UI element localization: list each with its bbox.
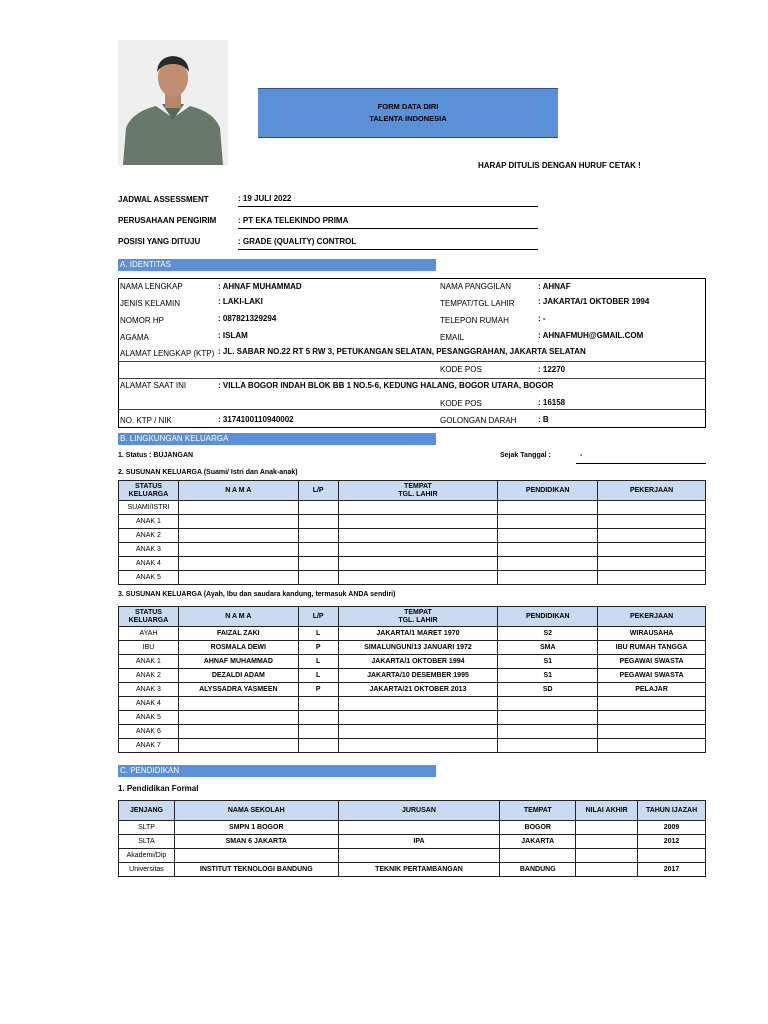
email-label: EMAIL bbox=[440, 333, 465, 342]
tahun-cell[interactable] bbox=[638, 849, 706, 863]
ttl-cell[interactable]: SIMALUNGUN/13 JANUARI 1972 bbox=[338, 641, 498, 655]
goldar-value[interactable]: : B bbox=[538, 415, 549, 424]
lp-cell[interactable] bbox=[298, 725, 338, 739]
susunan-keluarga-2-title: 3. SUSUNAN KELUARGA (Ayah, Ibu dan saudara kandung, termasuk ANDA sendiri) bbox=[118, 591, 396, 598]
table-row bbox=[119, 627, 706, 641]
tempat-cell[interactable]: JAKARTA bbox=[500, 835, 576, 849]
identitas-divider-3 bbox=[118, 408, 706, 410]
pendidikan-formal-title: 1. Pendidikan Formal bbox=[118, 784, 199, 793]
col-pendidikan: PENDIDIKAN bbox=[498, 607, 598, 627]
lp-cell[interactable] bbox=[298, 543, 338, 557]
tempat-cell[interactable] bbox=[500, 849, 576, 863]
nama-lengkap-label: NAMA LENGKAP bbox=[120, 282, 183, 291]
kode-pos-ini-value[interactable]: : 16158 bbox=[538, 398, 566, 407]
identitas-divider-1 bbox=[118, 360, 706, 362]
nama-cell[interactable]: ALYSSADRA YASMEEN bbox=[178, 683, 298, 697]
nama-cell[interactable] bbox=[178, 725, 298, 739]
table-row bbox=[119, 849, 706, 863]
form-subtitle: TALENTA INDONESIA bbox=[369, 114, 447, 123]
pekerjaan-cell[interactable]: PEGAWAI SWASTA bbox=[598, 655, 706, 669]
jadwal-label: JADWAL ASSESSMENT bbox=[118, 195, 209, 204]
pendidikan-cell[interactable] bbox=[498, 571, 598, 585]
table-row bbox=[119, 501, 706, 515]
status-cell: ANAK 4 bbox=[119, 557, 179, 571]
lp-cell[interactable] bbox=[298, 711, 338, 725]
lp-cell[interactable]: P bbox=[298, 641, 338, 655]
status-cell: ANAK 5 bbox=[119, 571, 179, 585]
email-value[interactable]: : AHNAFMUH@GMAIL.COM bbox=[538, 331, 644, 340]
ttl-value[interactable]: : JAKARTA/1 OKTOBER 1994 bbox=[538, 297, 650, 306]
nomor-hp-value[interactable]: : 087821329294 bbox=[218, 314, 277, 323]
kode-pos-ktp-label: KODE POS bbox=[440, 365, 482, 374]
pendidikan-cell[interactable] bbox=[498, 515, 598, 529]
form-title: FORM DATA DIRI bbox=[377, 102, 439, 111]
status-cell: ANAK 6 bbox=[119, 725, 179, 739]
lp-cell[interactable] bbox=[298, 697, 338, 711]
nomor-hp-label: NOMOR HP bbox=[120, 316, 164, 325]
perusahaan-value[interactable]: : PT EKA TELEKINDO PRIMA bbox=[238, 216, 349, 225]
sejak-tanggal-value[interactable]: - bbox=[580, 452, 583, 459]
pekerjaan-cell[interactable]: PEGAWAI SWASTA bbox=[598, 669, 706, 683]
table-row bbox=[119, 739, 706, 753]
pendidikan-cell[interactable]: SMA bbox=[498, 641, 598, 655]
posisi-underline bbox=[238, 248, 538, 250]
profile-photo bbox=[118, 40, 228, 165]
tempat-cell[interactable]: BANDUNG bbox=[500, 863, 576, 877]
table-row bbox=[119, 863, 706, 877]
education-table bbox=[118, 800, 706, 877]
ttl-cell[interactable] bbox=[338, 515, 498, 529]
jadwal-underline bbox=[238, 205, 538, 207]
col-jenjang: JENJANG bbox=[119, 801, 175, 821]
pekerjaan-cell[interactable]: PELAJAR bbox=[598, 683, 706, 697]
table-row bbox=[119, 571, 706, 585]
pekerjaan-cell[interactable] bbox=[598, 529, 706, 543]
table-row bbox=[119, 725, 706, 739]
ttl-cell[interactable] bbox=[338, 725, 498, 739]
jenjang-cell: Akademi/Dip bbox=[119, 849, 175, 863]
sekolah-cell[interactable]: SMAN 6 JAKARTA bbox=[174, 835, 338, 849]
nama-cell[interactable]: ROSMALA DEWI bbox=[178, 641, 298, 655]
pendidikan-cell[interactable]: SD bbox=[498, 683, 598, 697]
panggilan-value[interactable]: : AHNAF bbox=[538, 282, 571, 291]
pekerjaan-cell[interactable] bbox=[598, 739, 706, 753]
nama-cell[interactable] bbox=[178, 571, 298, 585]
kode-pos-ini-label: KODE POS bbox=[440, 399, 482, 408]
lp-cell[interactable] bbox=[298, 515, 338, 529]
status-cell: ANAK 1 bbox=[119, 655, 179, 669]
agama-label: AGAMA bbox=[120, 333, 149, 342]
print-notice: HARAP DITULIS DENGAN HURUF CETAK ! bbox=[478, 161, 641, 170]
kode-pos-ktp-value[interactable]: : 12270 bbox=[538, 365, 566, 374]
table-row bbox=[119, 529, 706, 543]
table-row bbox=[119, 835, 706, 849]
alamat-ini-value[interactable]: : VILLA BOGOR INDAH BLOK BB 1 NO.5-6, KEDUNG HALANG, BOGOR UTARA, BOGOR bbox=[218, 381, 554, 390]
pekerjaan-cell[interactable] bbox=[598, 725, 706, 739]
pekerjaan-cell[interactable]: IBU RUMAH TANGGA bbox=[598, 641, 706, 655]
jurusan-cell[interactable]: IPA bbox=[338, 835, 500, 849]
col-status: STATUS KELUARGA bbox=[119, 481, 179, 501]
pekerjaan-cell[interactable] bbox=[598, 515, 706, 529]
col-status: STATUS KELUARGA bbox=[119, 607, 179, 627]
lp-cell[interactable]: L bbox=[298, 627, 338, 641]
table-row bbox=[119, 669, 706, 683]
col-lp: L/P bbox=[298, 607, 338, 627]
nilai-cell[interactable] bbox=[576, 821, 638, 835]
pendidikan-cell[interactable] bbox=[498, 501, 598, 515]
sekolah-cell[interactable] bbox=[174, 849, 338, 863]
jadwal-value[interactable]: : 19 JULI 2022 bbox=[238, 194, 292, 203]
nama-lengkap-value[interactable]: : AHNAF MUHAMMAD bbox=[218, 282, 302, 291]
family-table-1 bbox=[118, 480, 706, 585]
nilai-cell[interactable] bbox=[576, 863, 638, 877]
ttl-cell[interactable] bbox=[338, 543, 498, 557]
lp-cell[interactable] bbox=[298, 529, 338, 543]
status-cell: ANAK 4 bbox=[119, 697, 179, 711]
telepon-value[interactable]: : - bbox=[538, 314, 546, 323]
sejak-tanggal-underline bbox=[576, 462, 706, 464]
nama-cell[interactable] bbox=[178, 557, 298, 571]
family-table-2 bbox=[118, 606, 706, 753]
col-tempat-lahir: TEMPAT TGL. LAHIR bbox=[338, 481, 498, 501]
pendidikan-cell[interactable] bbox=[498, 725, 598, 739]
table-row bbox=[119, 543, 706, 557]
table-row bbox=[119, 821, 706, 835]
pendidikan-cell[interactable]: S1 bbox=[498, 669, 598, 683]
col-nama: N A M A bbox=[178, 481, 298, 501]
section-identitas-header: A. IDENTITAS bbox=[118, 259, 436, 271]
nama-cell[interactable]: DEZALDI ADAM bbox=[178, 669, 298, 683]
goldar-label: GOLONGAN DARAH bbox=[440, 416, 517, 425]
pendidikan-cell[interactable]: S2 bbox=[498, 627, 598, 641]
jenjang-cell: SLTP bbox=[119, 821, 175, 835]
col-tahun-ijazah: TAHUN IJAZAH bbox=[638, 801, 706, 821]
section-pendidikan-header: C. PENDIDIKAN bbox=[118, 765, 436, 777]
sejak-tanggal-label: Sejak Tanggal : bbox=[500, 452, 551, 459]
col-jurusan: JURUSAN bbox=[338, 801, 500, 821]
jenjang-cell: Universitas bbox=[119, 863, 175, 877]
ttl-cell[interactable]: JAKARTA/1 OKTOBER 1994 bbox=[338, 655, 498, 669]
jenis-kelamin-value[interactable]: : LAKI-LAKI bbox=[218, 297, 263, 306]
nama-cell[interactable] bbox=[178, 711, 298, 725]
lp-cell[interactable] bbox=[298, 557, 338, 571]
jenis-kelamin-label: JENIS KELAMIN bbox=[120, 299, 181, 308]
tahun-cell[interactable]: 2017 bbox=[638, 863, 706, 877]
table-row bbox=[119, 655, 706, 669]
ttl-cell[interactable] bbox=[338, 557, 498, 571]
ttl-cell[interactable] bbox=[338, 571, 498, 585]
pekerjaan-cell[interactable] bbox=[598, 571, 706, 585]
ttl-cell[interactable] bbox=[338, 501, 498, 515]
alamat-ktp-label: ALAMAT LENGKAP (KTP) bbox=[120, 349, 215, 358]
status-cell: AYAH bbox=[119, 627, 179, 641]
nama-cell[interactable]: AHNAF MUHAMMAD bbox=[178, 655, 298, 669]
alamat-ktp-value[interactable]: : JL. SABAR NO.22 RT 5 RW 3, PETUKANGAN SELATAN, PESANGGRAHAN, JAKARTA SELATAN bbox=[218, 347, 586, 356]
identitas-divider-2 bbox=[118, 377, 706, 379]
lp-cell[interactable]: L bbox=[298, 655, 338, 669]
lp-cell[interactable]: P bbox=[298, 683, 338, 697]
table-row bbox=[119, 557, 706, 571]
col-nama: N A M A bbox=[178, 607, 298, 627]
col-pekerjaan: PEKERJAAN bbox=[598, 607, 706, 627]
pendidikan-cell[interactable] bbox=[498, 543, 598, 557]
status-cell: SUAMI/ISTRI bbox=[119, 501, 179, 515]
status-cell: ANAK 1 bbox=[119, 515, 179, 529]
lp-cell[interactable] bbox=[298, 739, 338, 753]
pendidikan-cell[interactable] bbox=[498, 711, 598, 725]
nama-cell[interactable] bbox=[178, 501, 298, 515]
pendidikan-cell[interactable] bbox=[498, 557, 598, 571]
status-label: 1. Status : BUJANGAN bbox=[118, 452, 194, 459]
pekerjaan-cell[interactable] bbox=[598, 697, 706, 711]
pendidikan-cell[interactable] bbox=[498, 739, 598, 753]
table-row bbox=[119, 683, 706, 697]
col-tempat: TEMPAT bbox=[500, 801, 576, 821]
lp-cell[interactable] bbox=[298, 571, 338, 585]
nama-cell[interactable] bbox=[178, 697, 298, 711]
status-cell: ANAK 5 bbox=[119, 711, 179, 725]
nilai-cell[interactable] bbox=[576, 835, 638, 849]
pekerjaan-cell[interactable] bbox=[598, 501, 706, 515]
ttl-cell[interactable] bbox=[338, 529, 498, 543]
lp-cell[interactable] bbox=[298, 501, 338, 515]
table-row bbox=[119, 641, 706, 655]
nama-cell[interactable] bbox=[178, 543, 298, 557]
alamat-ini-label: ALAMAT SAAT INI bbox=[120, 381, 187, 390]
status-cell: ANAK 2 bbox=[119, 529, 179, 543]
section-keluarga-header: B. LINGKUNGAN KELUARGA bbox=[118, 433, 436, 445]
nama-cell[interactable] bbox=[178, 529, 298, 543]
col-pekerjaan: PEKERJAAN bbox=[598, 481, 706, 501]
tempat-cell[interactable]: BOGOR bbox=[500, 821, 576, 835]
panggilan-label: NAMA PANGGILAN bbox=[440, 282, 511, 291]
ktp-label: NO. KTP / NIK bbox=[120, 416, 172, 425]
table-row bbox=[119, 515, 706, 529]
sekolah-cell[interactable]: INSTITUT TEKNOLOGI BANDUNG bbox=[174, 863, 338, 877]
susunan-keluarga-1-title: 2. SUSUNAN KELUARGA (Suami/ Istri dan Anak-anak) bbox=[118, 469, 298, 476]
pendidikan-cell[interactable] bbox=[498, 529, 598, 543]
ttl-cell[interactable]: JAKARTA/1 MARET 1970 bbox=[338, 627, 498, 641]
nilai-cell[interactable] bbox=[576, 849, 638, 863]
col-nilai-akhir: NILAI AKHIR bbox=[576, 801, 638, 821]
pekerjaan-cell[interactable] bbox=[598, 543, 706, 557]
jurusan-cell[interactable]: TEKNIK PERTAMBANGAN bbox=[338, 863, 500, 877]
status-cell: ANAK 7 bbox=[119, 739, 179, 753]
perusahaan-underline bbox=[238, 227, 538, 229]
ttl-cell[interactable] bbox=[338, 739, 498, 753]
ktp-value[interactable]: : 3174100110940002 bbox=[218, 415, 294, 424]
pekerjaan-cell[interactable] bbox=[598, 557, 706, 571]
col-pendidikan: PENDIDIKAN bbox=[498, 481, 598, 501]
status-cell: ANAK 3 bbox=[119, 543, 179, 557]
agama-value[interactable]: : ISLAM bbox=[218, 331, 248, 340]
perusahaan-label: PERUSAHAAN PENGIRIM bbox=[118, 216, 217, 225]
col-nama-sekolah: NAMA SEKOLAH bbox=[174, 801, 338, 821]
pendidikan-cell[interactable]: S1 bbox=[498, 655, 598, 669]
status-cell: IBU bbox=[119, 641, 179, 655]
ttl-cell[interactable]: JAKARTA/10 DESEMBER 1995 bbox=[338, 669, 498, 683]
pekerjaan-cell[interactable] bbox=[598, 711, 706, 725]
posisi-label: POSISI YANG DITUJU bbox=[118, 237, 201, 246]
jurusan-cell[interactable] bbox=[338, 821, 500, 835]
pekerjaan-cell[interactable]: WIRAUSAHA bbox=[598, 627, 706, 641]
telepon-label: TELEPON RUMAH bbox=[440, 316, 509, 325]
status-cell: ANAK 3 bbox=[119, 683, 179, 697]
col-lp: L/P bbox=[298, 481, 338, 501]
tahun-cell[interactable]: 2012 bbox=[638, 835, 706, 849]
tahun-cell[interactable]: 2009 bbox=[638, 821, 706, 835]
nama-cell[interactable] bbox=[178, 515, 298, 529]
table-row bbox=[119, 711, 706, 725]
col-tempat-lahir: TEMPAT TGL. LAHIR bbox=[338, 607, 498, 627]
status-cell: ANAK 2 bbox=[119, 669, 179, 683]
nama-cell[interactable] bbox=[178, 739, 298, 753]
nama-cell[interactable]: FAIZAL ZAKI bbox=[178, 627, 298, 641]
table-row bbox=[119, 697, 706, 711]
posisi-value[interactable]: : GRADE (QUALITY) CONTROL bbox=[238, 237, 357, 246]
ttl-cell[interactable] bbox=[338, 711, 498, 725]
sekolah-cell[interactable]: SMPN 1 BOGOR bbox=[174, 821, 338, 835]
jenjang-cell: SLTA bbox=[119, 835, 175, 849]
jurusan-cell[interactable] bbox=[338, 849, 500, 863]
ttl-label: TEMPAT/TGL LAHIR bbox=[440, 299, 515, 308]
pendidikan-cell[interactable] bbox=[498, 697, 598, 711]
lp-cell[interactable]: L bbox=[298, 669, 338, 683]
form-title-box bbox=[258, 88, 558, 138]
ttl-cell[interactable]: JAKARTA/21 OKTOBER 2013 bbox=[338, 683, 498, 697]
ttl-cell[interactable] bbox=[338, 697, 498, 711]
